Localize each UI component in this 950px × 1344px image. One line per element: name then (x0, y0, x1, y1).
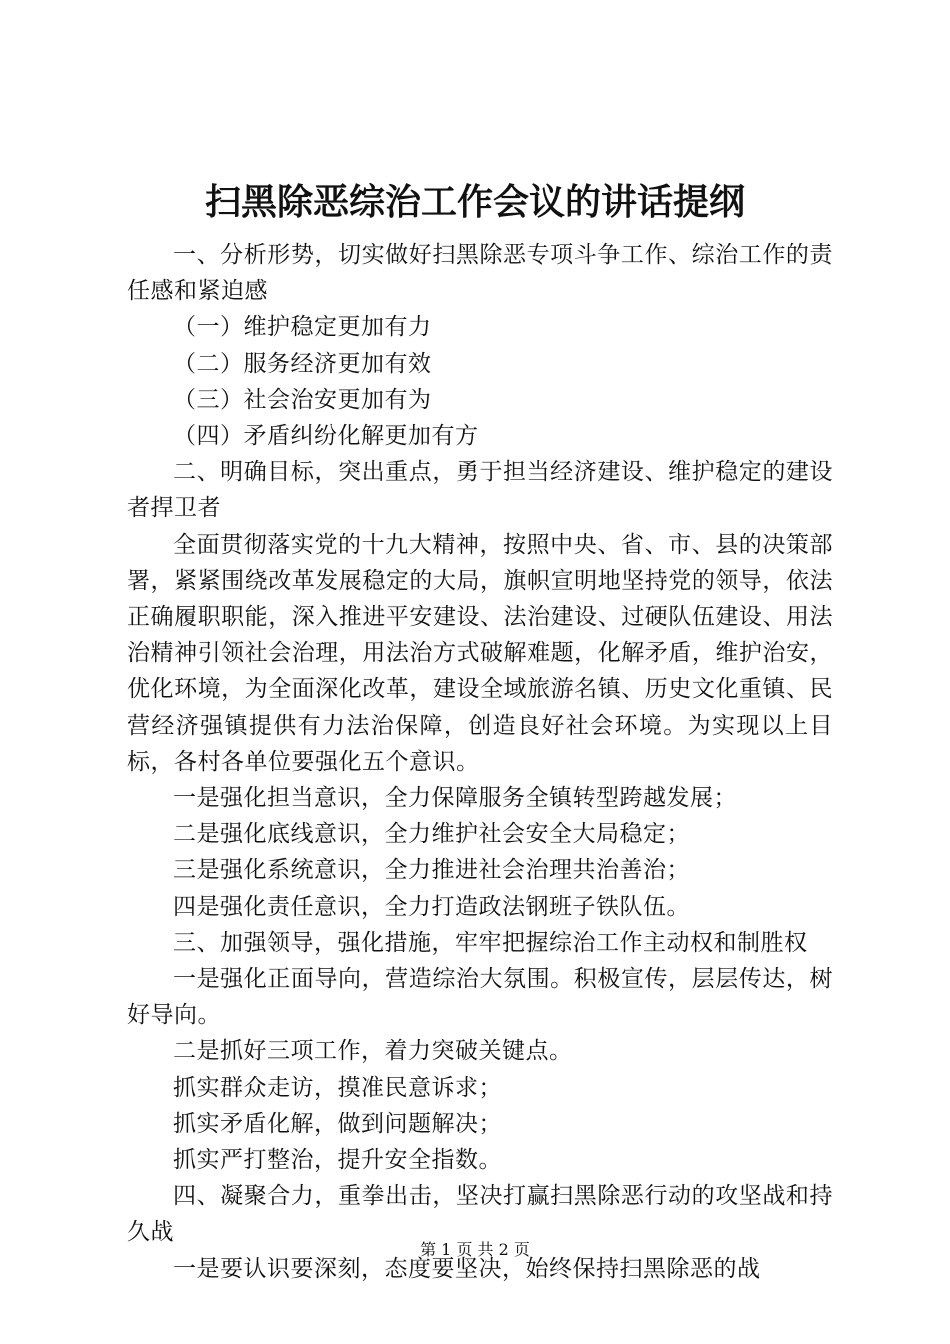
subitem-1: （一）维护稳定更加有力 (173, 314, 432, 341)
resolve-item-1: 一是要认识要深刻，态度要坚决，始终保持扫黑除恶的战 (173, 1255, 761, 1282)
awareness-item-1: 一是强化担当意识，全力保障服务全镇转型跨越发展； (173, 785, 737, 812)
subitem-4: （四）矛盾纠纷化解更加有方 (173, 423, 479, 450)
awareness-item-2: 二是强化底线意识，全力维护社会安全大局稳定； (173, 821, 690, 848)
work-item-2: 抓实矛盾化解，做到问题解决； (173, 1110, 502, 1137)
section-heading-2: 二、明确目标，突出重点，勇于担当经济建设、维护稳定的建设者捍卫者 (127, 459, 833, 522)
subitem-2: （二）服务经济更加有效 (173, 350, 432, 377)
section-heading-4: 四、凝聚合力，重拳出击，坚决打赢扫黑除恶行动的攻坚战和持久战 (127, 1183, 833, 1246)
awareness-item-4: 四是强化责任意识，全力打造政法钢班子铁队伍。 (173, 893, 690, 920)
document-body (127, 237, 833, 1287)
awareness-item-3: 三是强化系统意识，全力推进社会治理共治善治； (173, 857, 690, 884)
work-item-1: 抓实群众走访，摸准民意诉求； (173, 1074, 502, 1101)
section-heading-1: 一、分析形势，切实做好扫黑除恶专项斗争工作、综治工作的责任感和紧迫感 (127, 242, 833, 305)
measure-item-1: 一是强化正面导向，营造综治大氛围。积极宣传，层层传达，树好导向。 (127, 966, 833, 1029)
measure-item-2: 二是抓好三项工作，着力突破关键点。 (173, 1038, 573, 1065)
section-heading-3: 三、加强领导，强化措施，牢牢把握综治工作主动权和制胜权 (173, 929, 808, 956)
document-title: 扫黑除恶综治工作会议的讲话提纲 (204, 182, 745, 223)
body-paragraph: 全面贯彻落实党的十九大精神，按照中央、省、市、县的决策部署，紧紧围绕改革发展稳定的大局，旗帜宣明地坚持党的领导，依法正确履职职能，深入推进平安建设、法治建设、过硬队伍建设、用法治精神引领社会治理，用法治方式破解难题，化解矛盾，维护治安，优化环境，为全面深化改革，建设全域旅游名镇、历史文化重镇、民营经济强镇提供有力法治保障，创造良好社会环境。为实现以上目标，各村各单位要强化五个意识。 (127, 531, 833, 775)
work-item-3: 抓实严打整治，提升安全指数。 (173, 1147, 502, 1174)
page-footer: 第 1 页 共 2 页 (420, 1240, 530, 1259)
subitem-3: （三）社会治安更加有为 (173, 386, 432, 413)
